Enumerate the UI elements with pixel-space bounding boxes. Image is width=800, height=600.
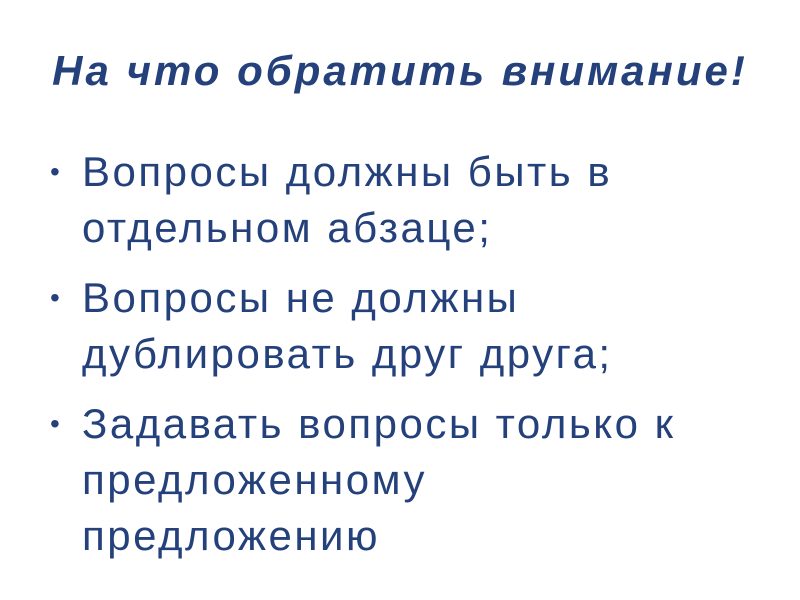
text-line: предложению — [82, 512, 381, 559]
bullet-text — [82, 144, 612, 256]
text-line: Вопросы должны быть в — [82, 148, 613, 195]
text-line: дублировать друг друга; — [82, 330, 613, 377]
bullet-text — [82, 396, 676, 564]
bullet-icon: • — [50, 156, 60, 187]
bullet-text — [82, 270, 613, 382]
list-item — [48, 144, 780, 256]
bullet-icon: • — [50, 282, 60, 313]
list-item — [48, 270, 780, 382]
bullet-icon: • — [50, 408, 60, 439]
text-line: Задавать вопросы только к — [82, 400, 676, 447]
text-line: Вопросы не должны — [82, 274, 520, 321]
text-line: предложенному — [82, 456, 427, 503]
bullet-list — [48, 144, 780, 578]
text-line: отдельном абзаце; — [82, 204, 493, 251]
slide-title: На что обратить внимание! — [52, 47, 748, 94]
list-item — [48, 396, 780, 564]
